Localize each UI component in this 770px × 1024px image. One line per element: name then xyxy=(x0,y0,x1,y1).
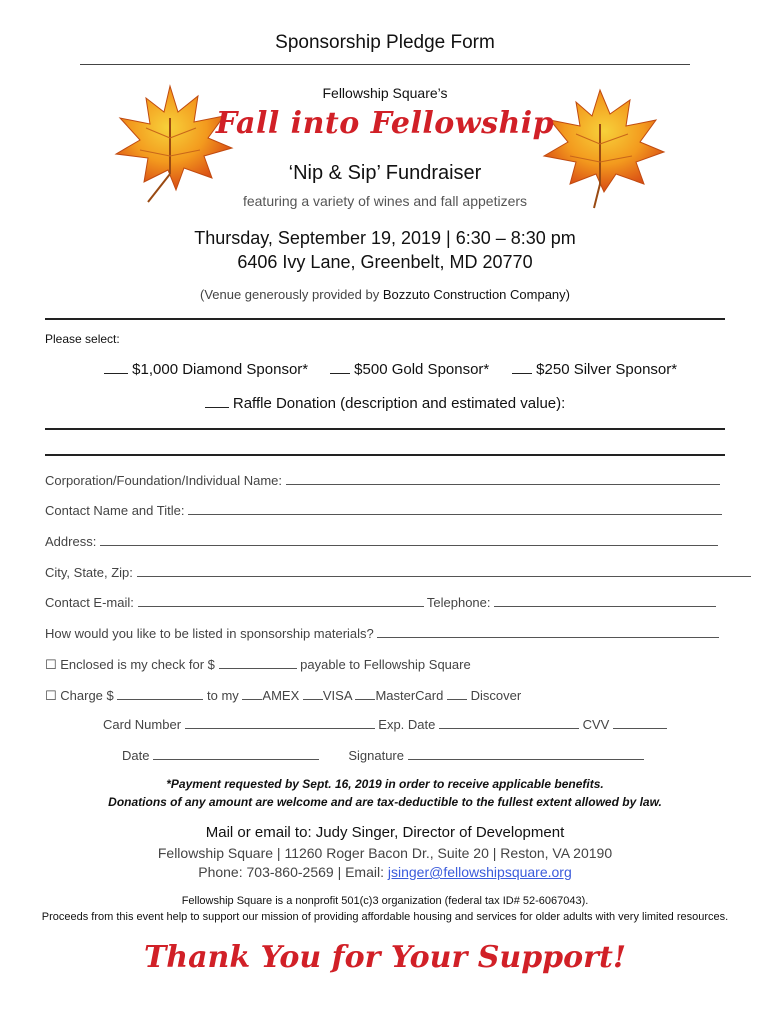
city-label: City, State, Zip: xyxy=(45,565,133,580)
contact-phone: Phone: 703-860-2569 | Email: xyxy=(198,864,388,880)
city-input-line[interactable] xyxy=(137,564,751,577)
form-title: Sponsorship Pledge Form xyxy=(275,32,495,53)
address-label: Address: xyxy=(45,534,97,549)
event-subtitle: ‘Nip & Sip’ Fundraiser xyxy=(288,162,482,184)
event-description: featuring a variety of wines and fall appetizers xyxy=(242,193,528,209)
sponsor-option-silver[interactable] xyxy=(512,361,677,378)
date-signature-row[interactable] xyxy=(122,747,644,763)
card-number-line[interactable] xyxy=(185,716,375,729)
title-divider xyxy=(80,64,690,65)
please-select-label: Please select: xyxy=(45,332,120,346)
contact-email-link[interactable]: jsinger@fellowshipsquare.org xyxy=(387,864,572,880)
charge-to-label: to my xyxy=(207,688,239,703)
nonprofit-statement: Fellowship Square is a nonprofit 501(c)3 organization (federal tax ID# 52-6067043). xyxy=(181,895,589,907)
venue-company: Bozzuto Construction Company) xyxy=(382,287,570,302)
listing-input-line[interactable] xyxy=(377,625,719,638)
exp-date-line[interactable] xyxy=(439,716,579,729)
contact-field[interactable] xyxy=(45,502,722,518)
card-details-row[interactable] xyxy=(103,716,667,732)
date-label: Date xyxy=(122,748,150,763)
venue-divider xyxy=(45,318,725,320)
address-input-line[interactable] xyxy=(100,533,718,546)
discover-blank[interactable] xyxy=(447,687,467,700)
sponsor-option-gold[interactable] xyxy=(330,361,489,378)
card-number-label: Card Number xyxy=(103,717,182,732)
charge-payment-option[interactable] xyxy=(45,687,521,704)
email-phone-field[interactable] xyxy=(45,594,716,610)
diamond-blank[interactable] xyxy=(104,361,128,374)
amex-blank[interactable] xyxy=(242,687,262,700)
check-amount-line[interactable] xyxy=(219,656,297,669)
cvv-label: CVV xyxy=(582,717,610,732)
telephone-input-line[interactable] xyxy=(494,594,716,607)
mastercard-blank[interactable] xyxy=(355,687,375,700)
raffle-blank[interactable] xyxy=(205,395,229,408)
address-field[interactable] xyxy=(45,533,718,549)
check-suffix: payable to Fellowship Square xyxy=(300,657,471,672)
venue-prefix: (Venue generously provided by xyxy=(199,287,383,302)
email-label: Contact E-mail: xyxy=(45,595,134,610)
amex-label: AMEX xyxy=(262,688,300,703)
contact-address: Fellowship Square | 11260 Roger Bacon Dr., Suite 20 | Reston, VA 20190 xyxy=(157,845,613,861)
raffle-description-line-1[interactable] xyxy=(45,428,725,430)
date-line[interactable] xyxy=(153,747,319,760)
city-state-zip-field[interactable] xyxy=(45,564,751,580)
cvv-line[interactable] xyxy=(613,716,667,729)
name-input-line[interactable] xyxy=(286,472,720,485)
signature-label: Signature xyxy=(348,748,404,763)
gold-label: $500 Gold Sponsor* xyxy=(354,361,490,378)
venue-line xyxy=(0,287,770,302)
name-field[interactable] xyxy=(45,472,720,488)
name-label: Corporation/Foundation/Individual Name: xyxy=(45,473,283,488)
silver-label: $250 Silver Sponsor* xyxy=(536,361,678,378)
raffle-donation-option[interactable] xyxy=(0,395,770,412)
exp-date-label: Exp. Date xyxy=(378,717,436,732)
visa-blank[interactable] xyxy=(303,687,323,700)
payment-deadline-note: *Payment requested by Sept. 16, 2019 in order to receive applicable benefits. xyxy=(166,777,604,791)
charge-prefix: ☐ Charge $ xyxy=(45,688,114,703)
thank-you-message: Thank You for Your Support! xyxy=(143,940,626,975)
raffle-label: Raffle Donation (description and estimated value): xyxy=(232,395,566,412)
diamond-label: $1,000 Diamond Sponsor* xyxy=(132,361,309,378)
mission-statement: Proceeds from this event help to support our mission of providing affordable housing and services for older adults with very limited resources. xyxy=(41,911,729,923)
event-address: 6406 Ivy Lane, Greenbelt, MD 20770 xyxy=(237,252,533,272)
raffle-description-line-2[interactable] xyxy=(45,454,725,456)
event-datetime: Thursday, September 19, 2019 | 6:30 – 8:30 pm xyxy=(194,228,576,248)
telephone-label: Telephone: xyxy=(426,595,491,610)
listing-field[interactable] xyxy=(45,625,719,641)
gold-blank[interactable] xyxy=(330,361,350,374)
organization-title: Fellowship Square’s xyxy=(322,85,448,101)
check-prefix: ☐ Enclosed is my check for $ xyxy=(45,657,215,672)
visa-label: VISA xyxy=(322,688,352,703)
email-input-line[interactable] xyxy=(138,594,424,607)
sponsor-option-diamond[interactable] xyxy=(104,361,308,378)
event-name: Fall into Fellowship xyxy=(215,106,555,141)
contact-label: Contact Name and Title: xyxy=(45,503,185,518)
discover-label: Discover xyxy=(470,688,522,703)
charge-amount-line[interactable] xyxy=(117,687,203,700)
donation-note: Donations of any amount are welcome and are tax-deductible to the fullest extent allowed by law. xyxy=(108,795,662,809)
contact-phone-email xyxy=(0,864,770,880)
signature-line[interactable] xyxy=(408,747,644,760)
contact-input-line[interactable] xyxy=(188,502,722,515)
mastercard-label: MasterCard xyxy=(375,688,444,703)
silver-blank[interactable] xyxy=(512,361,532,374)
mail-to-heading: Mail or email to: Judy Singer, Director of Development xyxy=(205,824,565,841)
listing-label: How would you like to be listed in sponsorship materials? xyxy=(45,626,374,641)
check-payment-option[interactable] xyxy=(45,656,471,673)
